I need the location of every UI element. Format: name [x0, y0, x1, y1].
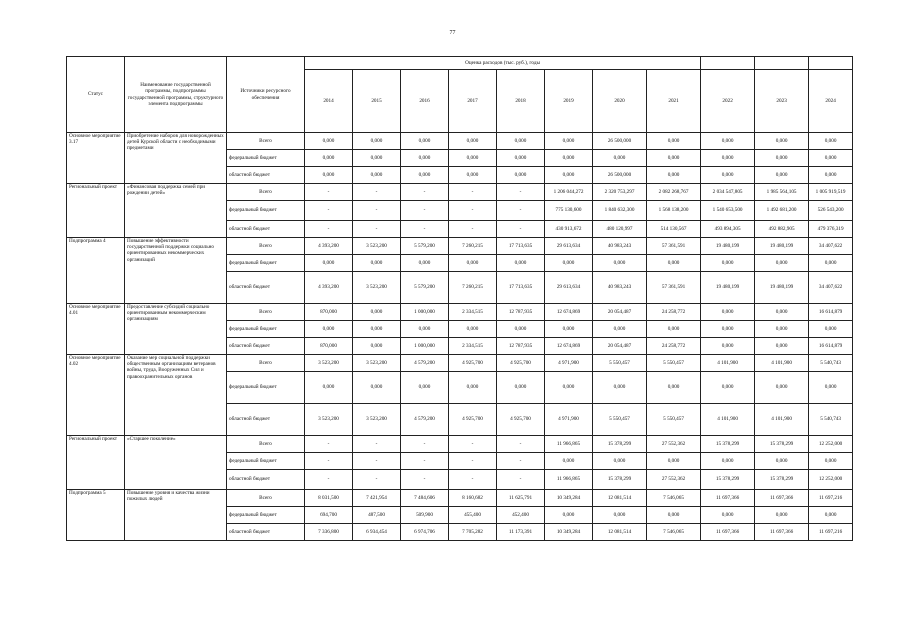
- value-cell: 509,900: [401, 507, 449, 524]
- value-cell: 0,000: [449, 255, 497, 272]
- value-cell: 40 983,243: [593, 238, 647, 255]
- value-cell: 0,000: [701, 133, 755, 150]
- value-cell: 0,000: [809, 133, 853, 150]
- value-cell: -: [353, 221, 401, 238]
- value-cell: 27 552,362: [647, 436, 701, 453]
- table-row: [67, 436, 853, 453]
- value-cell: 0,000: [647, 255, 701, 272]
- header-estimate: Оценка расходов (тыс. руб.), годы: [305, 57, 701, 70]
- value-cell: 0,000: [809, 167, 853, 184]
- value-cell: 27 552,362: [647, 470, 701, 490]
- value-cell: 5 550,457: [593, 404, 647, 436]
- value-cell: 7 484,606: [401, 490, 449, 507]
- value-cell: 4 925,700: [497, 355, 545, 372]
- value-cell: 0,000: [647, 507, 701, 524]
- value-cell: 5 540,743: [809, 355, 853, 372]
- value-cell: 0,000: [647, 167, 701, 184]
- header-year: 2022: [701, 70, 755, 133]
- value-cell: -: [401, 221, 449, 238]
- value-cell: 57 361,591: [647, 238, 701, 255]
- value-cell: 0,000: [755, 453, 809, 470]
- value-cell: 0,000: [305, 167, 353, 184]
- value-cell: -: [305, 201, 353, 221]
- table-row: [67, 133, 853, 150]
- table-row: [67, 184, 853, 201]
- value-cell: 15 378,299: [593, 470, 647, 490]
- value-cell: -: [305, 436, 353, 453]
- value-cell: 0,000: [401, 150, 449, 167]
- value-cell: 15 378,299: [593, 436, 647, 453]
- value-cell: -: [401, 453, 449, 470]
- value-cell: 0,000: [353, 133, 401, 150]
- value-cell: 0,000: [755, 321, 809, 338]
- row-status: Региональный проект: [67, 184, 125, 238]
- value-cell: 0,000: [305, 150, 353, 167]
- row-name: Повышение уровня и качества жизни пожилых людей: [125, 490, 227, 541]
- value-cell: 12 252,000: [809, 470, 853, 490]
- value-cell: 0,000: [701, 150, 755, 167]
- value-cell: 0,000: [701, 304, 755, 321]
- value-cell: -: [353, 453, 401, 470]
- header-blank: [809, 57, 853, 70]
- value-cell: 11 966,865: [545, 436, 593, 453]
- table-body: [67, 133, 853, 541]
- value-cell: 479 376,319: [809, 221, 853, 238]
- value-cell: 12 674,869: [545, 338, 593, 355]
- value-cell: 12 252,000: [809, 436, 853, 453]
- value-cell: 0,000: [755, 255, 809, 272]
- value-cell: 0,000: [305, 372, 353, 404]
- value-cell: -: [305, 453, 353, 470]
- value-cell: -: [353, 436, 401, 453]
- value-cell: 11 697,366: [755, 490, 809, 507]
- value-cell: 0,000: [545, 133, 593, 150]
- value-cell: 0,000: [545, 167, 593, 184]
- value-cell: 3 523,200: [353, 272, 401, 304]
- value-cell: 0,000: [401, 133, 449, 150]
- row-source: областной бюджет: [227, 524, 305, 541]
- value-cell: 0,000: [755, 507, 809, 524]
- value-cell: 0,000: [755, 304, 809, 321]
- value-cell: 0,000: [449, 321, 497, 338]
- value-cell: 775 130,600: [545, 201, 593, 221]
- row-source: областной бюджет: [227, 338, 305, 355]
- value-cell: 2 082 268,767: [647, 184, 701, 201]
- value-cell: 0,000: [701, 167, 755, 184]
- value-cell: -: [449, 201, 497, 221]
- value-cell: -: [401, 436, 449, 453]
- row-source: Всего: [227, 184, 305, 201]
- value-cell: 15 378,299: [755, 470, 809, 490]
- value-cell: 11 173,391: [497, 524, 545, 541]
- value-cell: 0,000: [353, 372, 401, 404]
- value-cell: 5 550,457: [647, 404, 701, 436]
- value-cell: 514 130,567: [647, 221, 701, 238]
- value-cell: 0,000: [647, 453, 701, 470]
- value-cell: 0,000: [545, 453, 593, 470]
- row-status: Основное мероприятие 4.02: [67, 355, 125, 436]
- value-cell: 8 160,682: [449, 490, 497, 507]
- value-cell: 1 840 632,300: [593, 201, 647, 221]
- value-cell: 4 579,200: [401, 355, 449, 372]
- value-cell: 0,000: [809, 150, 853, 167]
- value-cell: 12 674,869: [545, 304, 593, 321]
- value-cell: 19 480,199: [701, 238, 755, 255]
- value-cell: 0,000: [809, 507, 853, 524]
- value-cell: 12 081,514: [593, 490, 647, 507]
- value-cell: 29 613,634: [545, 272, 593, 304]
- value-cell: 11 697,216: [809, 524, 853, 541]
- value-cell: 0,000: [449, 372, 497, 404]
- value-cell: 7 260,215: [449, 238, 497, 255]
- value-cell: 0,000: [353, 150, 401, 167]
- value-cell: 16 614,879: [809, 304, 853, 321]
- value-cell: 19 480,199: [755, 272, 809, 304]
- value-cell: -: [449, 436, 497, 453]
- value-cell: 20 054,487: [593, 304, 647, 321]
- value-cell: 0,000: [305, 255, 353, 272]
- value-cell: 5 550,457: [593, 355, 647, 372]
- value-cell: -: [497, 436, 545, 453]
- value-cell: 0,000: [449, 133, 497, 150]
- value-cell: -: [401, 470, 449, 490]
- value-cell: 0,000: [545, 255, 593, 272]
- value-cell: 11 697,366: [701, 490, 755, 507]
- value-cell: 24 258,772: [647, 338, 701, 355]
- value-cell: 4 101,900: [755, 404, 809, 436]
- header-blank: [755, 57, 809, 70]
- value-cell: 0,000: [353, 338, 401, 355]
- table-row: [67, 304, 853, 321]
- value-cell: 0,000: [497, 321, 545, 338]
- value-cell: 7 705,282: [449, 524, 497, 541]
- value-cell: 17 713,635: [497, 238, 545, 255]
- row-source: Всего: [227, 436, 305, 453]
- value-cell: 455,400: [449, 507, 497, 524]
- value-cell: 0,000: [305, 133, 353, 150]
- value-cell: 4 925,700: [449, 404, 497, 436]
- header-status: Статус: [67, 57, 125, 133]
- value-cell: 10 349,284: [545, 490, 593, 507]
- value-cell: 5 579,200: [401, 272, 449, 304]
- value-cell: 40 983,243: [593, 272, 647, 304]
- value-cell: 0,000: [701, 453, 755, 470]
- row-source: федеральный бюджет: [227, 150, 305, 167]
- row-source: областной бюджет: [227, 272, 305, 304]
- value-cell: 26 500,000: [593, 133, 647, 150]
- value-cell: 0,000: [401, 372, 449, 404]
- value-cell: 0,000: [701, 321, 755, 338]
- row-source: федеральный бюджет: [227, 372, 305, 404]
- value-cell: 0,000: [593, 255, 647, 272]
- value-cell: 0,000: [701, 372, 755, 404]
- value-cell: 8 031,500: [305, 490, 353, 507]
- row-source: федеральный бюджет: [227, 321, 305, 338]
- value-cell: 16 614,879: [809, 338, 853, 355]
- value-cell: 0,000: [593, 150, 647, 167]
- value-cell: -: [401, 184, 449, 201]
- table-row: [67, 355, 853, 372]
- value-cell: 10 349,284: [545, 524, 593, 541]
- value-cell: 11 697,366: [755, 524, 809, 541]
- value-cell: 4 971,900: [545, 355, 593, 372]
- value-cell: 7 546,065: [647, 490, 701, 507]
- value-cell: 0,000: [701, 507, 755, 524]
- value-cell: 11 697,366: [701, 524, 755, 541]
- value-cell: -: [305, 184, 353, 201]
- row-source: федеральный бюджет: [227, 453, 305, 470]
- value-cell: 0,000: [809, 453, 853, 470]
- value-cell: 4 393,200: [305, 238, 353, 255]
- value-cell: 12 787,935: [497, 304, 545, 321]
- value-cell: 5 540,743: [809, 404, 853, 436]
- value-cell: 11 966,865: [545, 470, 593, 490]
- header-year: 2019: [545, 70, 593, 133]
- value-cell: 6 974,706: [401, 524, 449, 541]
- value-cell: 1 540 653,500: [701, 201, 755, 221]
- value-cell: 870,000: [305, 338, 353, 355]
- value-cell: 0,000: [593, 507, 647, 524]
- value-cell: 493 894,305: [701, 221, 755, 238]
- value-cell: -: [449, 184, 497, 201]
- value-cell: 1 206 044,272: [545, 184, 593, 201]
- value-cell: 0,000: [401, 255, 449, 272]
- value-cell: 0,000: [497, 133, 545, 150]
- header-year: 2017: [449, 70, 497, 133]
- value-cell: -: [497, 221, 545, 238]
- value-cell: 0,000: [545, 372, 593, 404]
- value-cell: 7 260,215: [449, 272, 497, 304]
- value-cell: 4 393,200: [305, 272, 353, 304]
- value-cell: 7 546,065: [647, 524, 701, 541]
- value-cell: 0,000: [647, 133, 701, 150]
- value-cell: 24 258,772: [647, 304, 701, 321]
- value-cell: 6 934,454: [353, 524, 401, 541]
- value-cell: 29 613,634: [545, 238, 593, 255]
- value-cell: -: [305, 221, 353, 238]
- value-cell: 0,000: [497, 372, 545, 404]
- row-status: Подпрограмма 5: [67, 490, 125, 541]
- value-cell: 0,000: [545, 321, 593, 338]
- header-blank: [701, 57, 755, 70]
- value-cell: 0,000: [593, 453, 647, 470]
- row-status: Подпрограмма 4: [67, 238, 125, 304]
- value-cell: 0,000: [809, 321, 853, 338]
- value-cell: -: [497, 453, 545, 470]
- value-cell: 12 081,514: [593, 524, 647, 541]
- value-cell: 0,000: [647, 372, 701, 404]
- value-cell: 4 579,200: [401, 404, 449, 436]
- row-source: Всего: [227, 490, 305, 507]
- value-cell: 1 985 564,105: [755, 184, 809, 201]
- value-cell: 3 523,200: [305, 404, 353, 436]
- row-source: областной бюджет: [227, 221, 305, 238]
- header-year: 2014: [305, 70, 353, 133]
- value-cell: 452,400: [497, 507, 545, 524]
- value-cell: 7 421,954: [353, 490, 401, 507]
- header-year: 2018: [497, 70, 545, 133]
- value-cell: 19 480,199: [701, 272, 755, 304]
- value-cell: -: [353, 201, 401, 221]
- header-year: 2021: [647, 70, 701, 133]
- value-cell: 1 005 919,519: [809, 184, 853, 201]
- header-year: 2023: [755, 70, 809, 133]
- value-cell: 0,000: [593, 372, 647, 404]
- value-cell: 4 101,900: [755, 355, 809, 372]
- row-source: областной бюджет: [227, 404, 305, 436]
- header-year: 2016: [401, 70, 449, 133]
- row-source: Всего: [227, 238, 305, 255]
- value-cell: 4 925,700: [449, 355, 497, 372]
- value-cell: 26 500,000: [593, 167, 647, 184]
- value-cell: 870,000: [305, 304, 353, 321]
- row-source: федеральный бюджет: [227, 201, 305, 221]
- value-cell: 0,000: [449, 167, 497, 184]
- row-status: Региональный проект: [67, 436, 125, 490]
- header-sources: Источники ресурсного обеспечения: [227, 57, 305, 133]
- value-cell: -: [497, 470, 545, 490]
- row-name: Оказание мер социальной поддержки общественным организациям ветеранов войны, труда, Вооруженных Сил и правоохранительных органов: [125, 355, 227, 436]
- value-cell: 0,000: [353, 304, 401, 321]
- value-cell: 5 550,457: [647, 355, 701, 372]
- value-cell: 0,000: [701, 338, 755, 355]
- value-cell: 1 492 681,200: [755, 201, 809, 221]
- row-name: «Финансовая поддержка семей при рождении детей»: [125, 184, 227, 238]
- value-cell: 0,000: [647, 321, 701, 338]
- value-cell: -: [401, 201, 449, 221]
- value-cell: 0,000: [497, 150, 545, 167]
- value-cell: 0,000: [755, 150, 809, 167]
- value-cell: 5 579,200: [401, 238, 449, 255]
- value-cell: 2 334,515: [449, 338, 497, 355]
- row-status: Основное мероприятие 4.01: [67, 304, 125, 355]
- value-cell: 0,000: [545, 150, 593, 167]
- row-name: Повышение эффективности государственной поддержки социально ориентированных некоммерческих организаций: [125, 238, 227, 304]
- value-cell: -: [497, 201, 545, 221]
- table-row: [67, 490, 853, 507]
- value-cell: 15 378,299: [701, 436, 755, 453]
- value-cell: 34 407,622: [809, 238, 853, 255]
- value-cell: 0,000: [809, 372, 853, 404]
- value-cell: 0,000: [755, 372, 809, 404]
- value-cell: 0,000: [497, 167, 545, 184]
- value-cell: 3 523,200: [353, 404, 401, 436]
- value-cell: 15 378,299: [755, 436, 809, 453]
- row-source: Всего: [227, 133, 305, 150]
- value-cell: 480 120,997: [593, 221, 647, 238]
- value-cell: 2 334,515: [449, 304, 497, 321]
- row-name: Приобретение наборов для новорожденных детей Курской области с необходимыми предметами: [125, 133, 227, 184]
- value-cell: 4 925,700: [497, 404, 545, 436]
- value-cell: 3 523,200: [305, 355, 353, 372]
- row-source: областной бюджет: [227, 167, 305, 184]
- value-cell: 2 320 753,297: [593, 184, 647, 201]
- value-cell: 11 697,216: [809, 490, 853, 507]
- value-cell: -: [449, 221, 497, 238]
- header-year: 2015: [353, 70, 401, 133]
- value-cell: 0,000: [353, 321, 401, 338]
- row-source: областной бюджет: [227, 470, 305, 490]
- value-cell: 1 568 138,200: [647, 201, 701, 221]
- value-cell: 1 000,000: [401, 304, 449, 321]
- value-cell: 7 336,800: [305, 524, 353, 541]
- value-cell: 0,000: [401, 321, 449, 338]
- value-cell: 0,000: [647, 150, 701, 167]
- row-source: федеральный бюджет: [227, 255, 305, 272]
- value-cell: -: [449, 453, 497, 470]
- value-cell: 2 034 547,805: [701, 184, 755, 201]
- row-source: Всего: [227, 304, 305, 321]
- value-cell: -: [353, 470, 401, 490]
- value-cell: 3 523,200: [353, 238, 401, 255]
- row-source: федеральный бюджет: [227, 507, 305, 524]
- value-cell: 4 971,900: [545, 404, 593, 436]
- value-cell: 0,000: [545, 507, 593, 524]
- budget-table: [66, 56, 853, 541]
- value-cell: 0,000: [353, 167, 401, 184]
- value-cell: 4 101,900: [701, 404, 755, 436]
- value-cell: 487,500: [353, 507, 401, 524]
- value-cell: 0,000: [593, 321, 647, 338]
- value-cell: 0,000: [755, 167, 809, 184]
- value-cell: 430 913,672: [545, 221, 593, 238]
- value-cell: 1 000,000: [401, 338, 449, 355]
- row-status: Основное мероприятие 3.17: [67, 133, 125, 184]
- row-source: Всего: [227, 355, 305, 372]
- value-cell: 20 054,487: [593, 338, 647, 355]
- value-cell: -: [449, 470, 497, 490]
- value-cell: 0,000: [755, 133, 809, 150]
- value-cell: 15 378,299: [701, 470, 755, 490]
- value-cell: 0,000: [353, 255, 401, 272]
- header-year: 2024: [809, 70, 853, 133]
- value-cell: 0,000: [701, 255, 755, 272]
- value-cell: 57 361,591: [647, 272, 701, 304]
- value-cell: 0,000: [401, 167, 449, 184]
- value-cell: -: [305, 470, 353, 490]
- value-cell: 3 523,200: [353, 355, 401, 372]
- value-cell: 0,000: [809, 255, 853, 272]
- value-cell: 0,000: [305, 321, 353, 338]
- value-cell: 34 407,622: [809, 272, 853, 304]
- value-cell: 526 543,200: [809, 201, 853, 221]
- value-cell: 0,000: [497, 255, 545, 272]
- row-name: Предоставление субсидий социально ориентированным некоммерческим организациям: [125, 304, 227, 355]
- value-cell: 0,000: [449, 150, 497, 167]
- value-cell: -: [353, 184, 401, 201]
- value-cell: 492 882,905: [755, 221, 809, 238]
- value-cell: 11 625,791: [497, 490, 545, 507]
- value-cell: 19 480,199: [755, 238, 809, 255]
- value-cell: 12 787,935: [497, 338, 545, 355]
- table-row: [67, 238, 853, 255]
- header-name: Наименование государственной программы, подпрограммы государственной программы, структурного элемента подпрограммы: [125, 57, 227, 133]
- value-cell: 4 101,900: [701, 355, 755, 372]
- row-name: «Старшее поколение»: [125, 436, 227, 490]
- page-number: 77: [449, 30, 456, 36]
- value-cell: 694,700: [305, 507, 353, 524]
- header-year: 2020: [593, 70, 647, 133]
- value-cell: -: [497, 184, 545, 201]
- value-cell: 0,000: [755, 338, 809, 355]
- value-cell: 17 713,635: [497, 272, 545, 304]
